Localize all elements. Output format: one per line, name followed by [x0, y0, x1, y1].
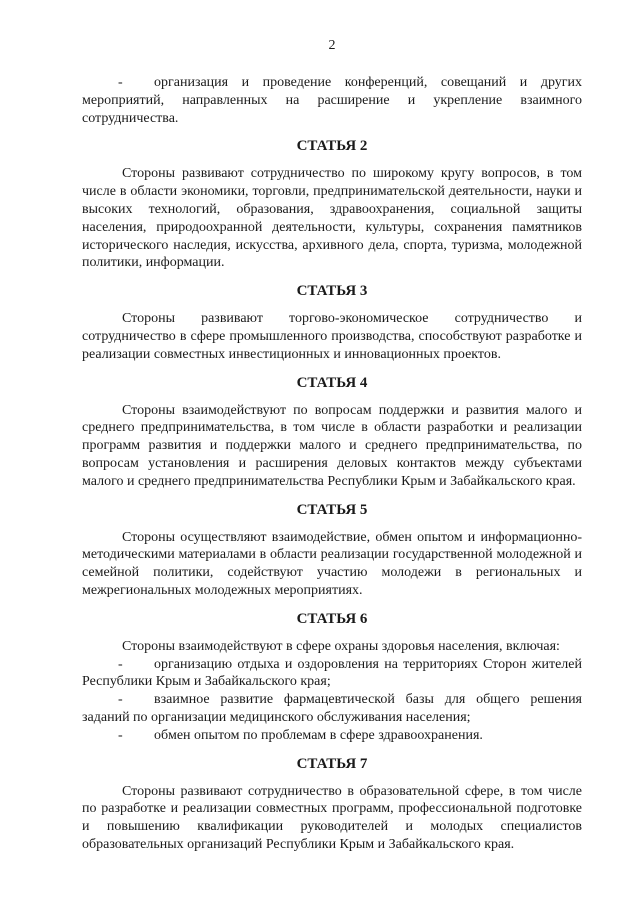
- article-2-heading: СТАТЬЯ 2: [296, 138, 368, 155]
- article-6-bullet-text: взаимное развитие фармацевтической базы для общего решения заданий по организации медицинского обслуживания населения;: [82, 692, 582, 725]
- article-3-paragraph: Стороны развивают торгово-экономическое сотрудничество и сотрудничество в сфере промышленного производства, способствуют разработке и реализации совместных инвестиционных и инновационных проектов.: [82, 311, 582, 362]
- article-5-heading: СТАТЬЯ 5: [296, 501, 368, 518]
- article-6-bullet-text: организацию отдыха и оздоровления на территориях Сторон жителей Республики Крым и Забайкальского края;: [82, 656, 582, 690]
- page-number: 2: [328, 38, 336, 53]
- article-6-bullet-text: обмен опытом по проблемам в сфере здравоохранения.: [154, 727, 483, 743]
- article-7-paragraph: Стороны развивают сотрудничество в образовательной сфере, в том числе по разработке и реализации совместных программ, профессиональной подготовке и повышению квалификации руководителей и молодых специалистов образовательных организаций Республики Крым и Забайкальского края.: [82, 783, 582, 852]
- article-5-paragraph: Стороны осуществляют взаимодействие, обмен опытом и информационно-методическими материалами в области реализации государственной молодежной и семейной политики, содействуют участию молодежи в региональных и межрегиональных молодежных мероприятиях.: [82, 529, 582, 598]
- article-6-paragraph: Стороны взаимодействуют в сфере охраны здоровья населения, включая:: [122, 638, 560, 654]
- article-6-bullet: [82, 691, 582, 727]
- article-2-paragraph: Стороны развивают сотрудничество по широкому кругу вопросов, в том числе в области экономики, торговли, предпринимательской деятельности, науки и высоких технологий, образования, здравоохранения, социальной защиты населения, природоохранной деятельности, культуры, сохранения памятников исторического наследия, искусства, архивного дела, спорта, туризма, молодежной политики, информации.: [82, 166, 582, 271]
- intro-bullet-text: организация и проведение конференций, совещаний и других мероприятий, направленных на расширение и укрепление взаимного сотрудничества.: [82, 75, 582, 126]
- article-4-heading: СТАТЬЯ 4: [296, 374, 368, 391]
- article-3-heading: СТАТЬЯ 3: [296, 283, 368, 300]
- bullet-dash: -: [118, 656, 123, 672]
- bullet-dash: -: [118, 727, 123, 743]
- bullet-dash: -: [118, 75, 123, 90]
- article-6-heading: СТАТЬЯ 6: [296, 610, 368, 627]
- article-7-heading: СТАТЬЯ 7: [296, 755, 368, 772]
- bullet-dash: -: [118, 692, 123, 708]
- article-6-bullet: [82, 656, 582, 692]
- article-6-bullet: [82, 727, 582, 745]
- article-4-paragraph: Стороны взаимодействуют по вопросам поддержки и развития малого и среднего предпринимательства, в том числе в области разработки и реализации программ развития и поддержки малого и среднего предпринимательства, по вопросам установления и расширения деловых контактов между субъектами малого и среднего предпринимательства Республики Крым и Забайкальского края.: [82, 402, 582, 489]
- intro-bullet: [82, 74, 582, 127]
- document-page: [82, 38, 582, 854]
